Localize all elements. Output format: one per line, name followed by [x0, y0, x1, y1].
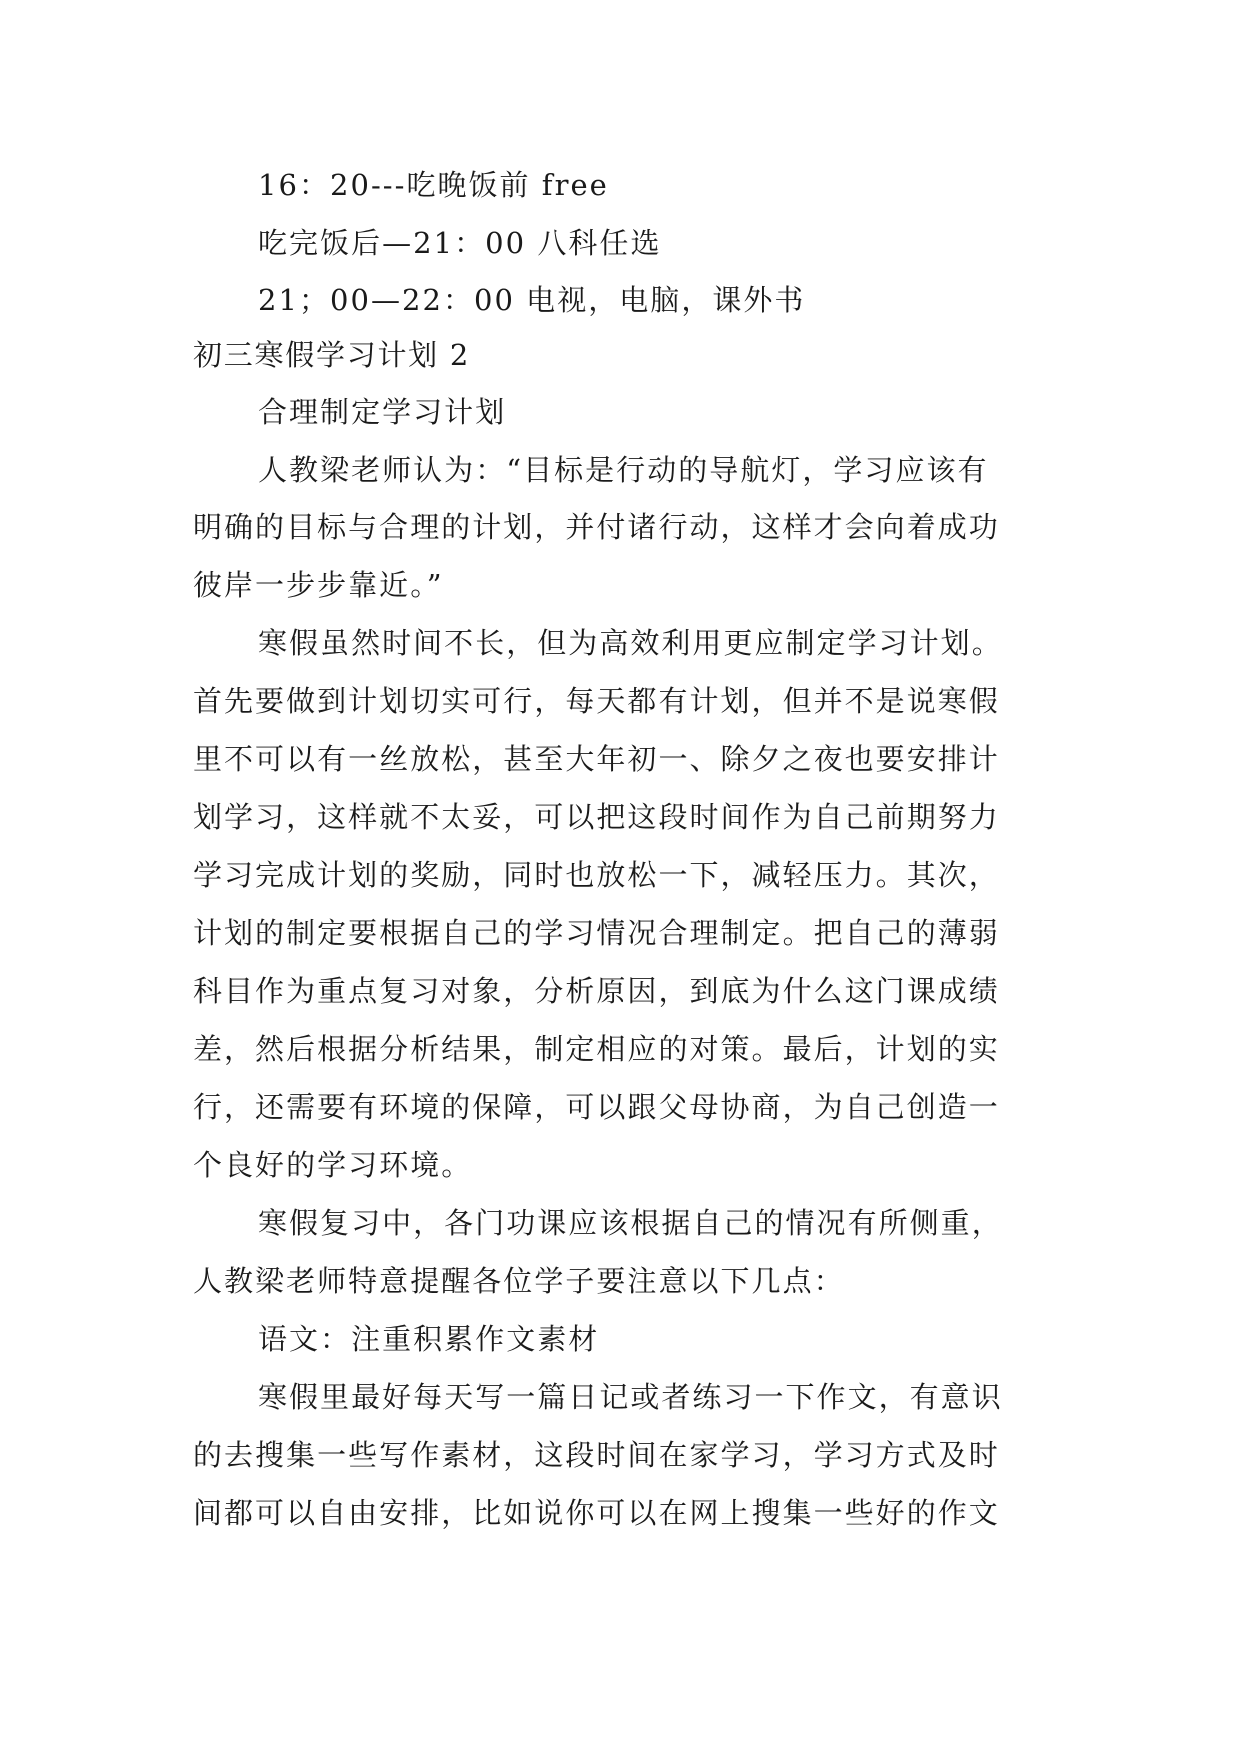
- paragraph-line: 差，然后根据分析结果，制定相应的对策。最后，计划的实: [193, 1032, 1000, 1066]
- subheading-plan: 合理制定学习计划: [258, 395, 507, 429]
- paragraph-line: 寒假复习中，各门功课应该根据自己的情况有所侧重，: [258, 1206, 1003, 1240]
- paragraph-line: 个良好的学习环境。: [193, 1148, 473, 1182]
- paragraph-line: 寒假虽然时间不长，但为高效利用更应制定学习计划。: [258, 626, 1003, 660]
- paragraph-line: 人教梁老师特意提醒各位学子要注意以下几点：: [193, 1264, 845, 1298]
- schedule-line: 21；00—22：00 电视，电脑，课外书: [258, 283, 806, 317]
- paragraph-line: 的去搜集一些写作素材，这段时间在家学习，学习方式及时: [193, 1438, 1000, 1472]
- paragraph-line: 彼岸一步步靠近。”: [193, 568, 444, 602]
- subheading-chinese: 语文：注重积累作文素材: [258, 1322, 600, 1356]
- paragraph-line: 寒假里最好每天写一篇日记或者练习一下作文，有意识: [258, 1380, 1003, 1414]
- paragraph-line: 科目作为重点复习对象，分析原因，到底为什么这门课成绩: [193, 974, 1000, 1008]
- paragraph-line: 人教梁老师认为：“目标是行动的导航灯，学习应该有: [258, 453, 989, 487]
- paragraph-line: 划学习，这样就不太妥，可以把这段时间作为自己前期努力: [193, 800, 1000, 834]
- paragraph-line: 学习完成计划的奖励，同时也放松一下，减轻压力。其次，: [193, 858, 1000, 892]
- schedule-line: 吃完饭后—21：00 八科任选: [258, 226, 662, 260]
- paragraph-line: 明确的目标与合理的计划，并付诸行动，这样才会向着成功: [193, 510, 1000, 544]
- schedule-line: 16：20---吃晚饭前 free: [258, 168, 609, 202]
- paragraph-line: 首先要做到计划切实可行，每天都有计划，但并不是说寒假: [193, 684, 1000, 718]
- paragraph-line: 里不可以有一丝放松，甚至大年初一、除夕之夜也要安排计: [193, 742, 1000, 776]
- section-title: 初三寒假学习计划 2: [193, 338, 471, 372]
- paragraph-line: 行，还需要有环境的保障，可以跟父母协商，为自己创造一: [193, 1090, 1000, 1124]
- paragraph-line: 计划的制定要根据自己的学习情况合理制定。把自己的薄弱: [193, 916, 1000, 950]
- paragraph-line: 间都可以自由安排，比如说你可以在网上搜集一些好的作文: [193, 1496, 1000, 1530]
